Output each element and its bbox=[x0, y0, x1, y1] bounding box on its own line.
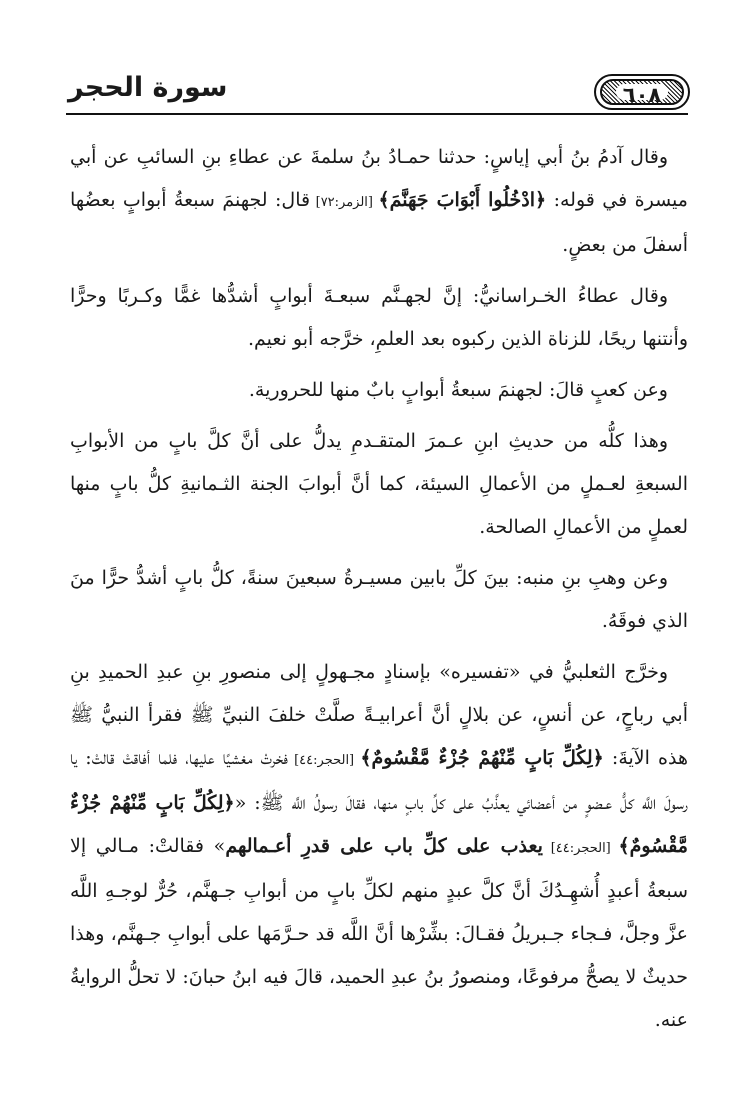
paragraph-text: وعن وهبِ بنِ منبه: بينَ كلِّ بابين مسيـرةُ سبعينَ سنةً، كلُّ بابٍ أشدُّ حرًّا منَ الذي فوقَهُ. bbox=[70, 567, 688, 632]
paragraph-ibn-umar bbox=[70, 420, 688, 549]
paragraph-text: وقال عطاءُ الخـراسانيُّ: إنَّ لجهـنَّم سبعـةَ أبوابٍ أشدُّها غمًّا وكـربًا وحرًّا وأنتنها ريحًا، للزناة الذين ركبوه بعد العلمِ، خرَّجه أبو نعيم. bbox=[70, 285, 688, 350]
paragraph-ata bbox=[70, 275, 688, 361]
page-number-badge bbox=[594, 74, 690, 110]
paragraph-text: قال: لجهنمَ سبعةُ أبوابٍ بعضُها أسفلَ من بعضٍ. bbox=[70, 189, 688, 256]
hadith-emphasis: يعذب على كلِّ باب على قدرِ أعـمالهم bbox=[225, 835, 543, 857]
verse-reference: [الحجر:٤٤] bbox=[542, 841, 619, 856]
verse-reference: [الحجر:٤٤] bbox=[287, 753, 361, 768]
quran-quote: ﴿ادْخُلُوا أَبْوَابَ جَهَنَّمَ﴾ bbox=[378, 189, 547, 211]
paragraph-text: وعن كعبٍ قالَ: لجهنمَ سبعةُ أبوابٍ بابٌ منها للحرورية. bbox=[248, 379, 668, 401]
quran-quote: ﴿لِكُلِّ بَابٍ مِّنْهُمْ جُزْءٌ مَّقْسُومٌ﴾ bbox=[360, 747, 604, 769]
paragraph-text: وقال آدمُ بنُ أبي إياسٍ: حدثنا حمـادُ بنُ سلمةَ عن عطاءِ بنِ السائبِ عن أبي ميسرة في قوله: bbox=[70, 146, 688, 211]
paragraph-thalabi bbox=[70, 651, 688, 1042]
page-number-ornament bbox=[600, 79, 684, 105]
page-body bbox=[70, 136, 688, 1050]
header-rule bbox=[66, 113, 688, 115]
quran-quote: ﴿لِكُلِّ بَابٍ مِّنْهُمْ جُزْءٌ مَّقْسُومٌ﴾ bbox=[70, 792, 688, 857]
paragraph-text: وهذا كلُّه من حديثِ ابنِ عـمرَ المتقـدمِ يدلُّ على أنَّ كلَّ بابٍ من الأبوابِ السبعةِ لعـملٍ من الأعمالِ السيئة، كما أنَّ أبوابَ الجنة الثـمانيةِ كلُّ بابٍ منها لعملٍ من الأعمالِ الصالحة. bbox=[70, 430, 688, 538]
surah-title: سورة الحجر bbox=[68, 72, 228, 103]
paragraph-text: فخرتْ مغشيًا عليها، فلما أفاقتْ قالتْ: يا رسولَ اللَّه كلُّ عـضوٍ من أعضائي يعذَّبُ على كلِّ بابٍ منها، فقالَ رسولُ اللَّه ﷺ: « bbox=[70, 747, 688, 814]
paragraph-wahb bbox=[70, 557, 688, 643]
paragraph-text: وخرَّج الثعلبيُّ في «تفسيره» بإسنادٍ مجـهولٍ إلى منصورِ بنِ عبدِ الحميدِ بنِ أبي رباحٍ، عن أنسٍ، عن بلالٍ أنَّ أعرابيـةً صلَّتْ خلفَ النبيِّ ﷺ فقرأ النبيُّ ﷺ هذه الآيةَ: bbox=[70, 661, 688, 769]
verse-reference: [الزمر:٧٢] bbox=[310, 195, 379, 210]
paragraph-kaab bbox=[70, 369, 688, 412]
paragraph-adam bbox=[70, 136, 688, 267]
page-number: ٦٠٨ bbox=[616, 84, 668, 100]
paragraph-text: » فقالتْ: مـالي إلا سبعةُ أعبدٍ أُشهِـدُكَ أنَّ كلَّ عبدٍ منهم لكلِّ بابٍ من أبوابِ جـهنَّم، حُرٌّ لوجـهِ اللَّه عزَّ وجلَّ، فـجاء جـبريلُ فقـالَ: بشِّرْها أنَّ اللَّه قد حـرَّمَها على أبوابِ جـهنَّم، وهذا حديثٌ لا يصحُّ مرفوعًا، ومنصورُ بنُ عبدِ الحميد، قالَ فيه ابنُ حبانَ: لا تحلُّ الروايةُ عنه. bbox=[70, 835, 688, 1031]
page-header bbox=[66, 64, 688, 116]
